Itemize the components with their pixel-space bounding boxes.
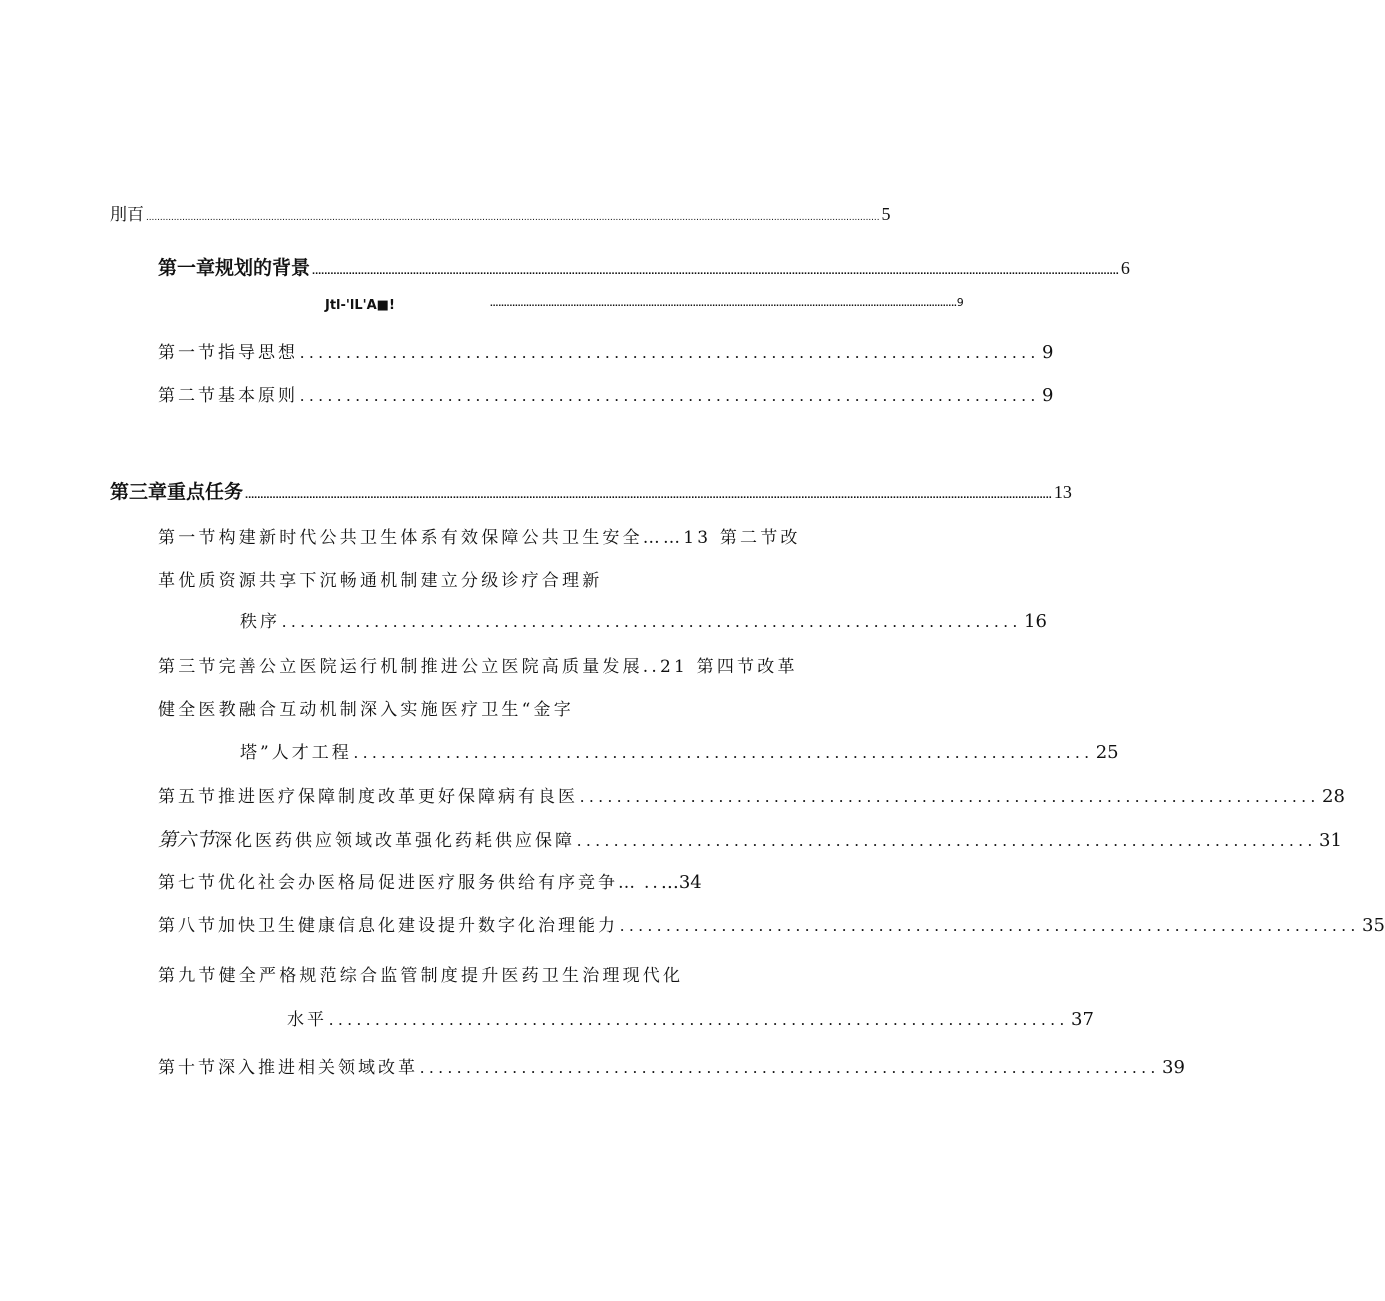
toc-line: 第一节构建新时代公共卫生体系有效保障公共卫生安全……13 第二节改 xyxy=(158,528,801,548)
entry-title: 第十节深入推进相关领域改革 xyxy=(158,1058,418,1078)
entry-page: 5 xyxy=(881,204,891,224)
entry-title: 水平 xyxy=(287,1010,327,1030)
leader-dots: ................................................................................ xyxy=(420,1058,1160,1077)
entry-title: 第一章规划的背景 xyxy=(158,257,311,279)
entry-page: 28 xyxy=(1322,786,1345,807)
toc-entry-chapter3 xyxy=(110,477,1072,504)
entry-page: 9 xyxy=(956,296,964,309)
entry-page: 13 xyxy=(1053,482,1072,502)
entry-title: 第七节优化社会办医格局促进医疗服务供给有序竞争… xyxy=(158,873,638,893)
entry-title: 深化医药供应领域改革强化药耗供应保障 xyxy=(215,831,576,851)
entry-page: 16 xyxy=(1024,611,1047,632)
entry-title: 第一节指导思想 xyxy=(158,343,298,363)
toc-line: 第三节完善公立医院运行机制推进公立医院高质量发展..21 第四节改革 xyxy=(158,657,798,677)
toc-entry-ch3-sec9-cont xyxy=(287,1005,1094,1030)
leader-dots: ........................................................................................................................................................................ xyxy=(490,298,957,309)
entry-page: 35 xyxy=(1362,915,1385,936)
toc-line: 第九节健全严格规范综合监管制度提升医药卫生治理现代化 xyxy=(158,966,684,986)
entry-title: 塔”人才工程 xyxy=(240,743,352,763)
entry-prefix: 第六节 xyxy=(158,830,216,851)
entry-page: 39 xyxy=(1162,1057,1185,1078)
entry-title: 第三章重点任务 xyxy=(110,481,244,503)
toc-line: 健全医教融合互动机制深入实施医疗卫生“金字 xyxy=(158,700,574,720)
leader-dots: ................................................................................ xyxy=(300,386,1040,405)
toc-line: 革优质资源共享下沉畅通机制建立分级诊疗合理新 xyxy=(158,571,603,591)
toc-entry-ch3-sec4-cont xyxy=(240,738,1119,763)
entry-page: …34 xyxy=(660,872,702,893)
toc-entry-chapter1 xyxy=(158,253,1130,280)
entry-title: 秩序 xyxy=(240,612,280,632)
toc-entry-ch3-sec2-cont xyxy=(240,607,1047,632)
leader-dots: ........................................................................................................................................................................................................................................................................ xyxy=(312,265,1119,277)
toc-entry-foreword xyxy=(110,200,891,225)
entry-page: 31 xyxy=(1319,830,1342,851)
toc-entry-ch3-sec8 xyxy=(158,911,1385,936)
entry-title: 第二节基本原则 xyxy=(158,386,298,406)
leader-dots: ................................................................................ xyxy=(300,343,1040,362)
leader-dots: ................................................................................ xyxy=(282,612,1022,631)
leader-dots: ................................................................................ xyxy=(329,1010,1069,1029)
toc-entry-ch3-sec6 xyxy=(158,825,1342,852)
entry-page: 9 xyxy=(1042,385,1054,406)
leader-dots: ................................................................................ xyxy=(620,916,1360,935)
toc-entry-chapter2-title: Jtl-'lL'A■! xyxy=(325,298,395,313)
toc-entry-ch3-sec10 xyxy=(158,1053,1185,1078)
leader-dots: ................................................................................ xyxy=(577,831,1318,850)
entry-page: 6 xyxy=(1120,258,1130,278)
toc-entry-ch3-sec7 xyxy=(158,868,703,893)
entry-title: 刖百 xyxy=(110,205,144,225)
entry-page: 37 xyxy=(1071,1009,1094,1030)
leader-dots: ................................................................................ xyxy=(353,743,1094,762)
toc-entry-ch2-sec1 xyxy=(158,338,1054,363)
toc-entry-ch2-sec2 xyxy=(158,381,1054,406)
entry-page: 25 xyxy=(1095,742,1119,763)
entry-title: 第五节推进医疗保障制度改革更好保障病有良医 xyxy=(158,787,578,807)
leader-dots: ........................................................................................................................................................................................................................................................................ xyxy=(146,212,880,223)
entry-page: 9 xyxy=(1042,342,1054,363)
leader-dots: ........................................................................................................................................................................................................................................................................ xyxy=(245,489,1052,501)
toc-entry-ch3-sec5 xyxy=(158,782,1345,807)
entry-title: 第八节加快卫生健康信息化建设提升数字化治理能力 xyxy=(158,916,618,936)
leader-dots: ................................................................................ xyxy=(580,787,1320,806)
toc-entry-chapter2-leader xyxy=(490,296,964,309)
entry-tail: .. xyxy=(644,873,661,893)
